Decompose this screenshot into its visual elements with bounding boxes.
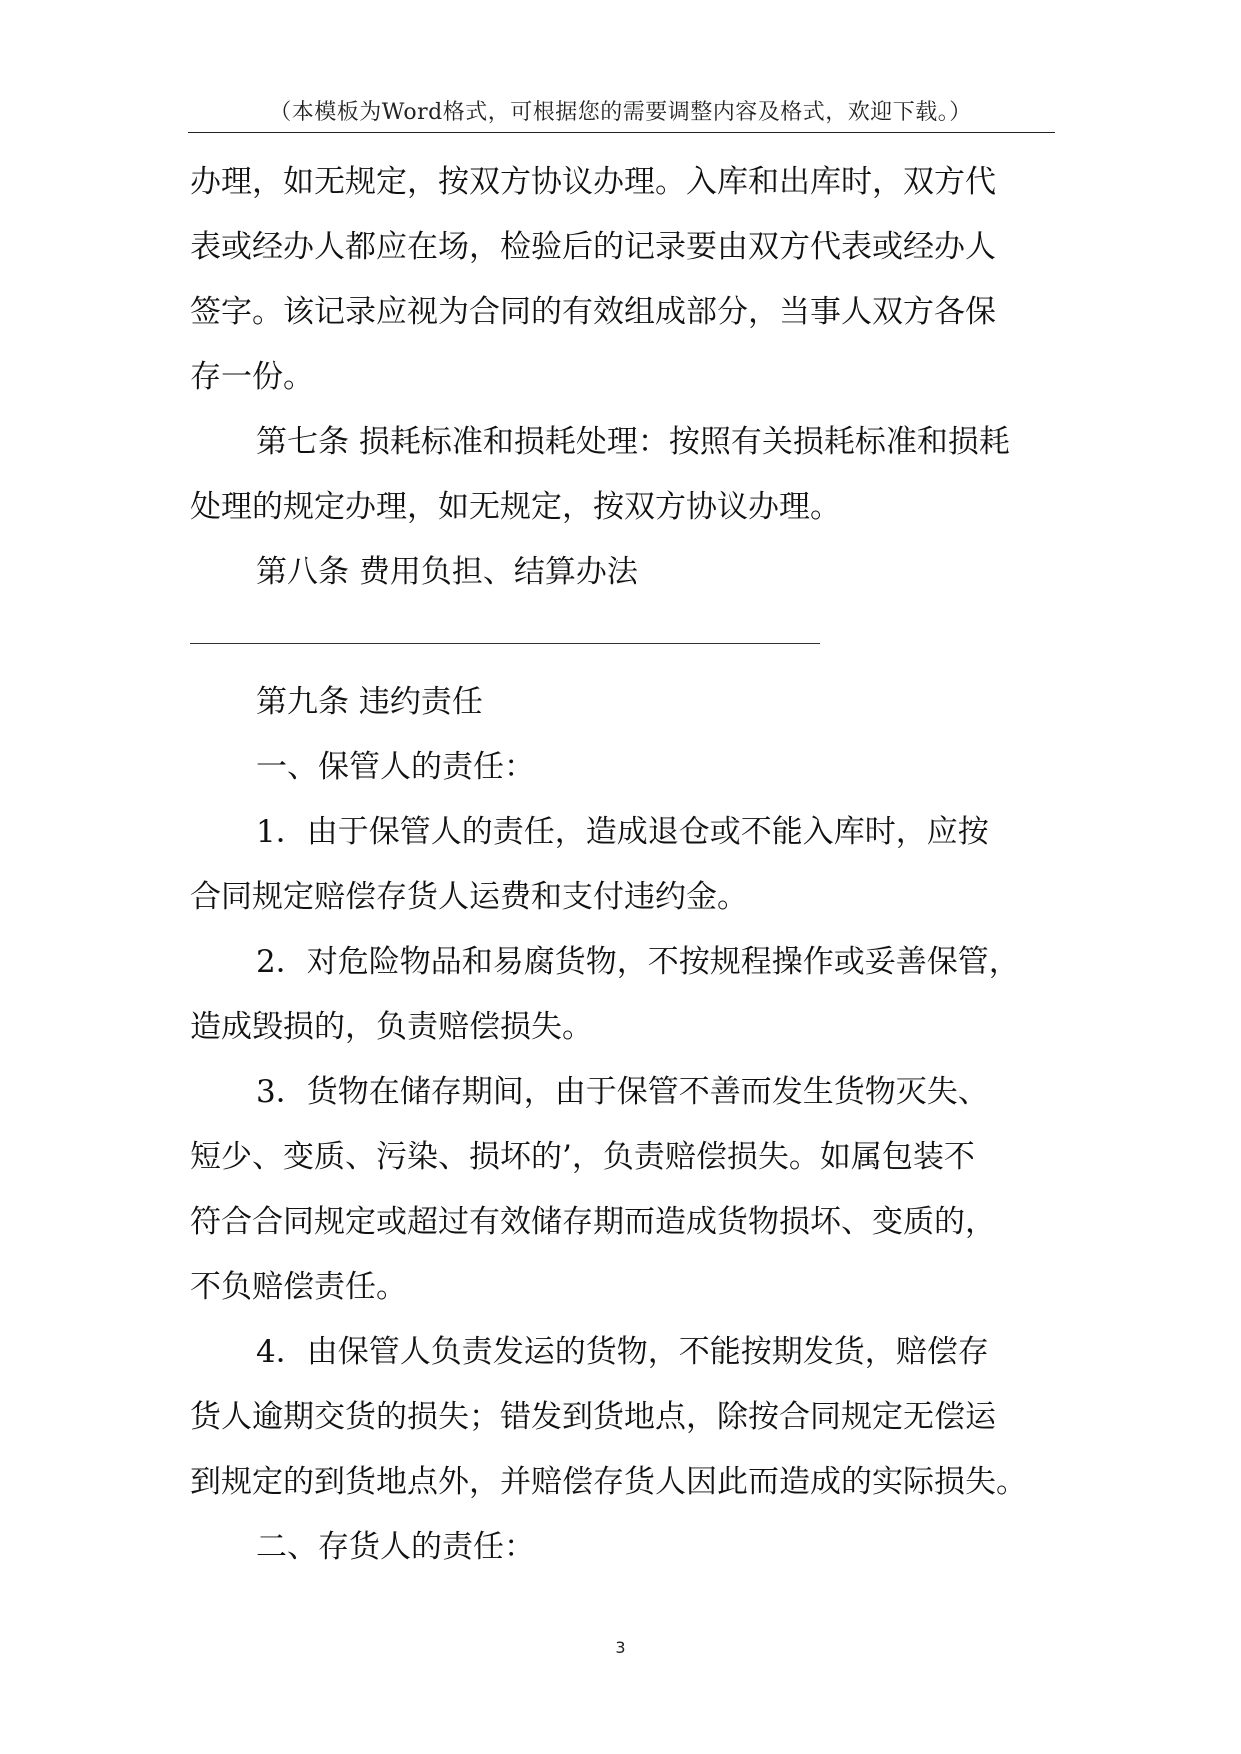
paragraph-line: 1．由于保管人的责任，造成退仓或不能入库时，应按 bbox=[256, 814, 989, 850]
header-note: （本模板为Word格式，可根据您的需要调整内容及格式，欢迎下载。） bbox=[269, 100, 972, 125]
paragraph-line: 表或经办人都应在场，检验后的记录要由双方代表或经办人 bbox=[190, 229, 996, 265]
paragraph-line: 货人逾期交货的损失；错发到货地点，除按合同规定无偿运 bbox=[190, 1399, 996, 1435]
paragraph-line: 4．由保管人负责发运的货物，不能按期发货，赔偿存 bbox=[256, 1334, 989, 1370]
paragraph-line: 3．货物在储存期间，由于保管不善而发生货物灭失、 bbox=[256, 1074, 989, 1110]
paragraph-line: 不负赔偿责任。 bbox=[190, 1269, 407, 1305]
paragraph-line: 短少、变质、污染、损坏的’，负责赔偿损失。如属包装不 bbox=[190, 1139, 975, 1175]
paragraph-line: 二、存货人的责任： bbox=[256, 1529, 535, 1565]
paragraph-line: 到规定的到货地点外，并赔偿存货人因此而造成的实际损失。 bbox=[190, 1464, 1027, 1500]
paragraph-line: 第七条 损耗标准和损耗处理：按照有关损耗标准和损耗 bbox=[256, 424, 1010, 460]
paragraph-line: 存一份。 bbox=[190, 359, 314, 395]
paragraph-line: 第九条 违约责任 bbox=[256, 684, 483, 720]
paragraph-line: 合同规定赔偿存货人运费和支付违约金。 bbox=[190, 879, 748, 915]
header-rule bbox=[188, 132, 1055, 133]
paragraph-line: 2．对危险物品和易腐货物，不按规程操作或妥善保管， bbox=[256, 944, 1020, 980]
paragraph-line: 第八条 费用负担、结算办法 bbox=[256, 554, 638, 590]
paragraph-line: 签字。该记录应视为合同的有效组成部分，当事人双方各保 bbox=[190, 294, 996, 330]
paragraph-line: 一、保管人的责任： bbox=[256, 749, 535, 785]
blank-underline bbox=[190, 643, 820, 644]
paragraph-line: 处理的规定办理，如无规定，按双方协议办理。 bbox=[190, 489, 841, 525]
paragraph-line: 办理，如无规定，按双方协议办理。入库和出库时，双方代 bbox=[190, 164, 996, 200]
fill-in-blank-line bbox=[190, 605, 1050, 670]
paragraph-line: 造成毁损的，负责赔偿损失。 bbox=[190, 1009, 593, 1045]
paragraph-line: 符合合同规定或超过有效储存期而造成货物损坏、变质的， bbox=[190, 1204, 996, 1240]
document-body bbox=[190, 150, 1050, 1580]
page-number: 3 bbox=[615, 1638, 626, 1657]
